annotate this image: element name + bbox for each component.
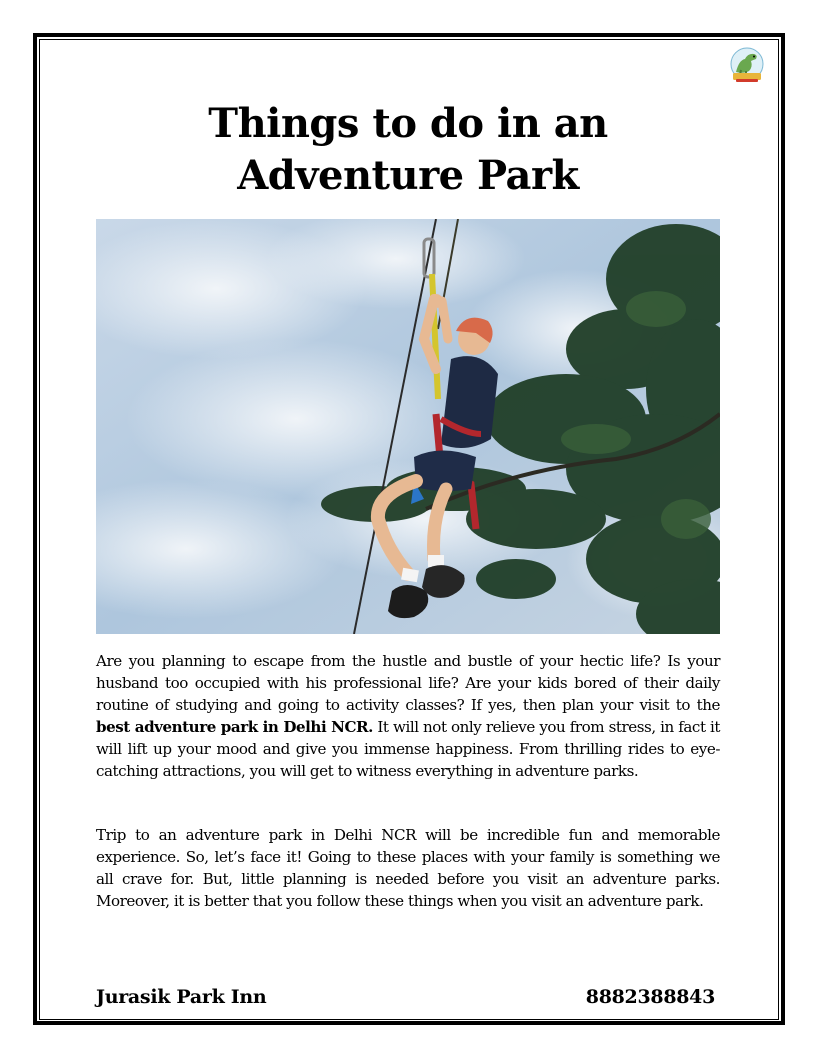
footer-company-name: Jurasik Park Inn [96, 986, 267, 1008]
zipline-photo [96, 219, 720, 634]
highlight-link-text: best adventure park in Delhi NCR. [96, 718, 373, 737]
intro-text-start: Are you planning to escape from the hustle and bustle of your hectic life? Is your husband too occupied with his professional life? Are your kids bored of their daily routine of studying and going to activity classes? If yes, then plan your visit to the [96, 652, 720, 715]
intro-paragraph [96, 650, 720, 783]
intro-text-end: It will not only relieve you from stress, in fact it will lift up your mood and give you immense happiness. From thrilling rides to eye-catching attractions, you will get to witness everything in adventure parks. [96, 718, 720, 781]
dinosaur-logo-icon [729, 46, 765, 84]
page-title: Things to do in an Adventure Park [208, 100, 608, 199]
footer-phone-number: 8882388843 [585, 986, 715, 1008]
zipline-photo-illustration [96, 219, 720, 634]
second-paragraph: Trip to an adventure park in Delhi NCR will be incredible fun and memorable experience. So, let’s face it! Going to these places with your family is something we all crave for. But, little planning is needed before you visit an adventure parks. Moreover, it is better that you follow these things when you visit an adventure park. [96, 826, 720, 911]
